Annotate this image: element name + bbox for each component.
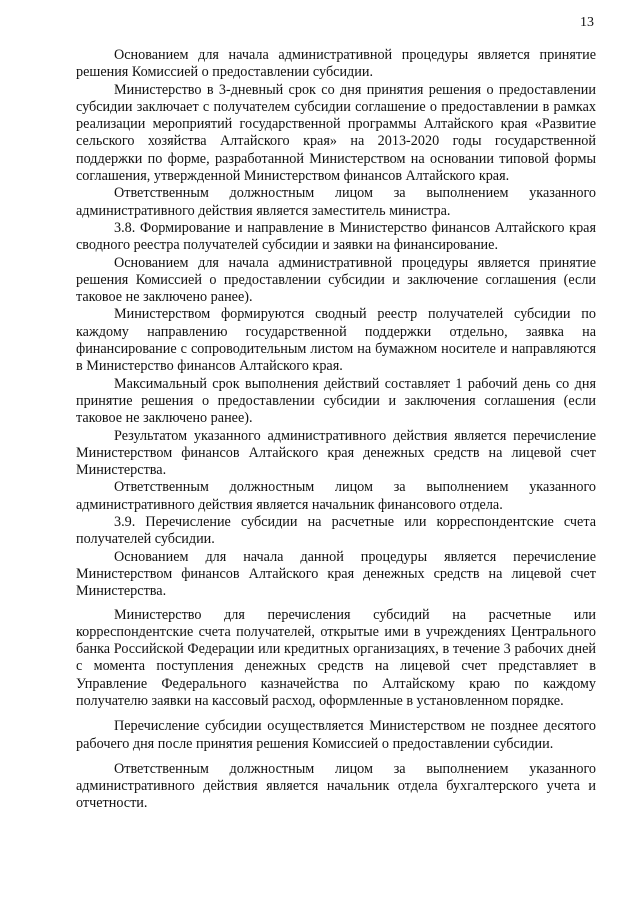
- paragraph: Министерством формируются сводный реестр получателей субсидии по каждому направлению государственной поддержки отдельно, заявка на финансирование с сопроводительным листом на бумажном носителе и направляются в Министерство финансов Алтайского края.: [76, 306, 596, 375]
- paragraph: Основанием для начала административной процедуры является принятие решения Комиссией о предоставлении субсидии.: [76, 47, 596, 81]
- document-body: [76, 47, 596, 813]
- section-heading-3-9: 3.9. Перечисление субсидии на расчетные или корреспондентские счета получателей субсидии.: [76, 514, 596, 548]
- paragraph: Министерство в 3-дневный срок со дня принятия решения о предоставлении субсидии заключает с получателем субсидии соглашение о предоставлении в рамках реализации мероприятий государственной программы Алтайского края «Развитие сельского хозяйства Алтайского края» на 2013-2020 годы государственной поддержки по форме, разработанной Министерством на основании типовой формы соглашения, утвержденной Министерством финансов Алтайского края.: [76, 81, 596, 185]
- paragraph: Основанием для начала данной процедуры является перечисление Министерством финансов Алтайского края денежных средств на лицевой счет Министерства.: [76, 548, 596, 600]
- paragraph: Министерство для перечисления субсидий на расчетные или корреспондентские счета получателей, открытые ими в учреждениях Центрального банка Российской Федерации или кредитных организациях, в течение 3 рабочих дней с момента поступления денежных средств на лицевой счет представляет в Управление Федерального казначейства по Алтайскому краю по каждому получателю заявки на кассовый расход, оформленные в установленном порядке.: [76, 606, 596, 709]
- paragraph: Перечисление субсидии осуществляется Министерством не позднее десятого рабочего дня после принятия решения Комиссией о предоставлении субсидии.: [76, 718, 596, 752]
- section-heading-3-8: 3.8. Формирование и направление в Министерство финансов Алтайского края сводного реестра получателей субсидии и заявки на финансирование.: [76, 219, 596, 254]
- paragraph: Основанием для начала административной процедуры является принятие решения Комиссией о предоставлении субсидии и заключение соглашения (если таковое не заключено ранее).: [76, 254, 596, 306]
- paragraph: Ответственным должностным лицом за выполнением указанного административного действия является заместитель министра.: [76, 185, 596, 219]
- paragraph: Ответственным должностным лицом за выполнением указанного административного действия является начальник финансового отдела.: [76, 479, 596, 513]
- paragraph: Ответственным должностным лицом за выполнением указанного административного действия является начальник отдела бухгалтерского учета и отчетности.: [76, 760, 596, 812]
- page-number: 13: [580, 15, 594, 30]
- paragraph: Максимальный срок выполнения действий составляет 1 рабочий день со дня принятие решения о предоставлении субсидии и заключения соглашения (если таковое не заключено ранее).: [76, 375, 596, 427]
- paragraph: Результатом указанного административного действия является перечисление Министерством финансов Алтайского края денежных средств на лицевой счет Министерства.: [76, 427, 596, 479]
